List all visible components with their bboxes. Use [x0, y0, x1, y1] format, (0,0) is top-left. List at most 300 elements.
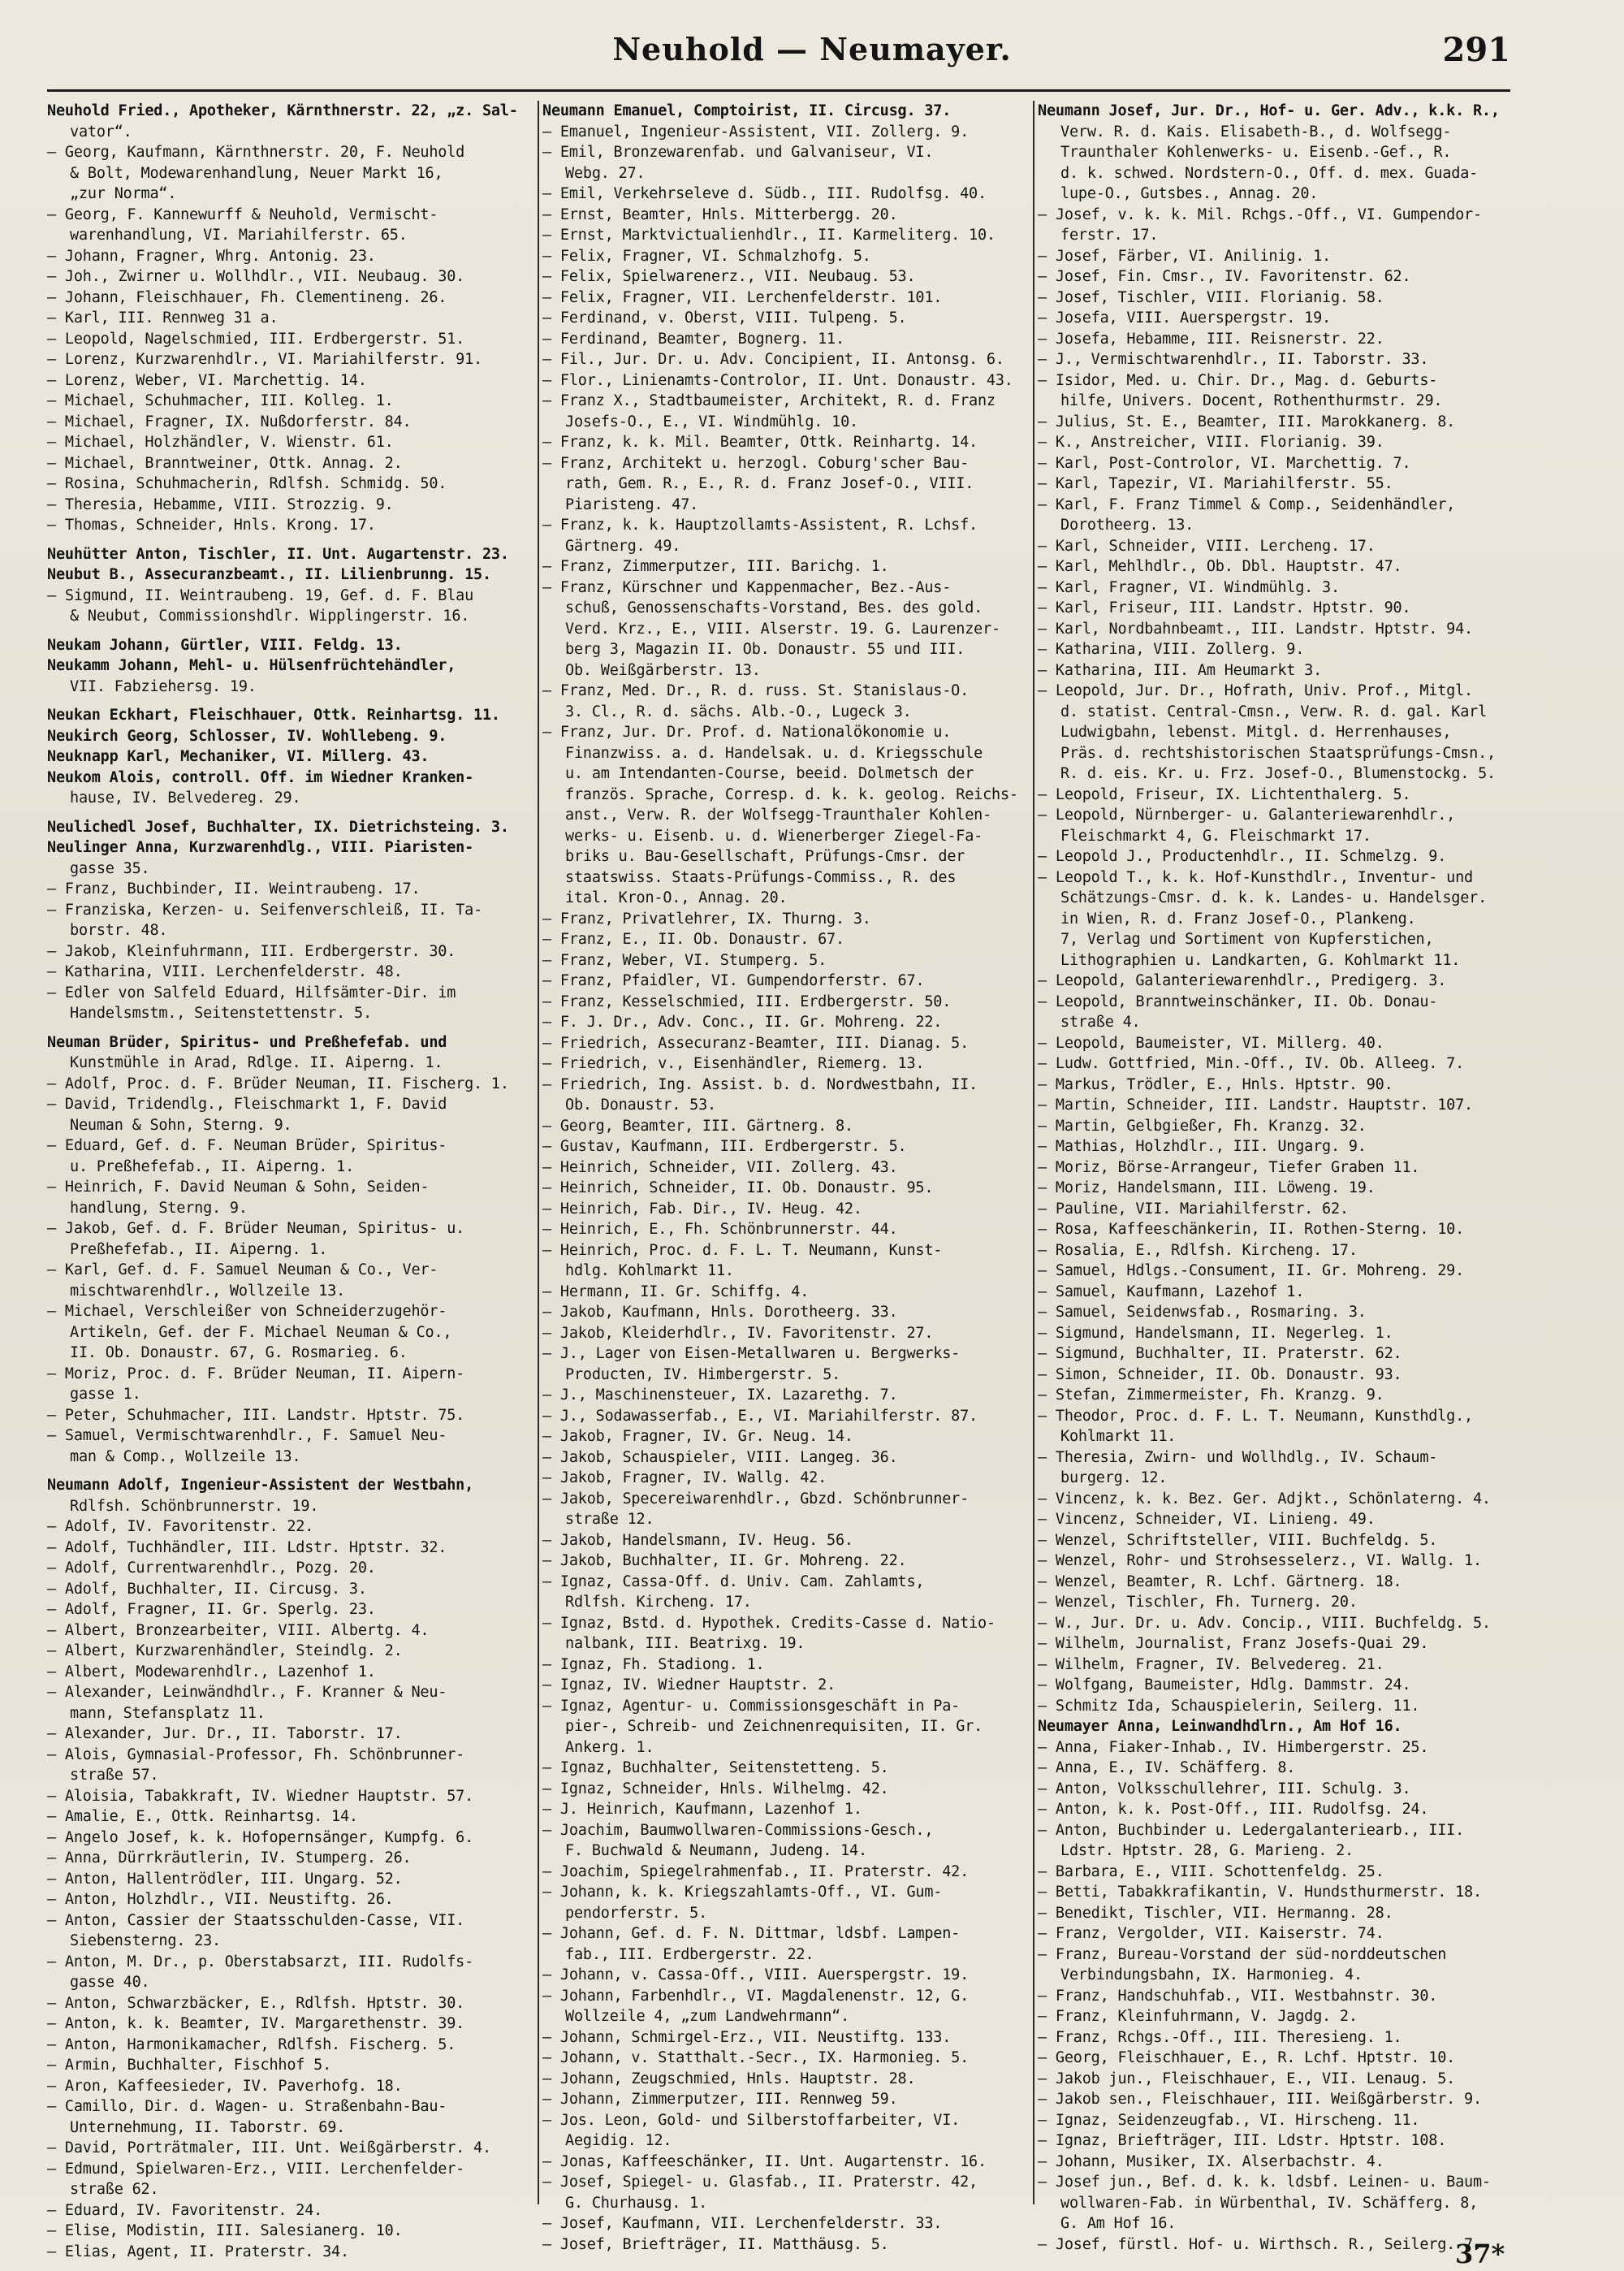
directory-entry: — Peter, Schuhmacher, III. Landstr. Hptstr. 75. — [47, 1406, 465, 1424]
directory-entry: d. statist. Central-Cmsn., Verw. R. d. gal. Karl — [1060, 703, 1488, 720]
directory-entry: — Wenzel, Rohr- und Strohsesselerz., VI. Wallg. 1. — [1038, 1552, 1482, 1569]
directory-entry: — Leopold J., Productenhdlr., II. Schmelzg. 9. — [1038, 848, 1447, 865]
directory-entry: — Wenzel, Beamter, R. Lchf. Gärtnerg. 18. — [1038, 1572, 1402, 1590]
directory-entry: — Barbara, E., VIII. Schottenfeldg. 25. — [1038, 1862, 1384, 1880]
directory-entry: — Schmitz Ida, Schauspielerin, Seilerg. 11. — [1038, 1697, 1420, 1715]
directory-entry: — F. J. Dr., Adv. Conc., II. Gr. Mohreng. 22. — [542, 1014, 943, 1031]
directory-entry: — Franz, Handschuhfab., VII. Westbahnstr. 30. — [1038, 1987, 1438, 2005]
directory-entry: — Ernst, Beamter, Hnls. Mitterbergg. 20. — [542, 205, 898, 223]
directory-entry: — Jakob, Fragner, IV. Gr. Neug. 14. — [542, 1428, 853, 1445]
directory-entry: — Franz, Jur. Dr. Prof. d. Nationalökonomie u. — [542, 724, 952, 741]
directory-entry: — Franz, E., II. Ob. Donaustr. 67. — [542, 931, 844, 948]
directory-entry: Ankerg. 1. — [565, 1738, 654, 1756]
directory-entry: — Adolf, Tuchhändler, III. Ldstr. Hptstr. 32. — [47, 1538, 447, 1556]
directory-entry: vator“. — [70, 123, 132, 141]
directory-entry: Fleischmarkt 4, G. Fleischmarkt 17. — [1060, 827, 1371, 845]
surname-heading-entry: Neukirch Georg, Schlosser, IV. Wohllebeng. 9. — [47, 727, 447, 745]
directory-entry: — Josef, Färber, VI. Anilinig. 1. — [1038, 247, 1331, 265]
directory-entry: — Franz, Weber, VI. Stumperg. 5. — [542, 951, 827, 969]
directory-entry: — Georg, Beamter, III. Gärtnerg. 8. — [542, 1117, 853, 1135]
directory-entry: — Johann, Zimmerputzer, III. Rennweg 59. — [542, 2091, 898, 2108]
directory-entry: mann, Stefansplatz 11. — [70, 1704, 266, 1722]
directory-entry: — Vincenz, k. k. Bez. Ger. Adjkt., Schönlaterng. 4. — [1038, 1490, 1491, 1508]
directory-entry: — Wenzel, Schriftsteller, VIII. Buchfeldg. 5. — [1038, 1531, 1438, 1549]
directory-entry: — Ferdinand, Beamter, Bognerg. 11. — [542, 330, 844, 348]
directory-entry: — Theodor, Proc. d. F. L. T. Neumann, Kunsthdlg., — [1038, 1407, 1473, 1425]
directory-entry: — Franz, Zimmerputzer, III. Barichg. 1. — [542, 558, 889, 575]
surname-heading-entry: Neumayer Anna, Leinwandhdlrn., Am Hof 16. — [1038, 1718, 1402, 1735]
directory-entry: — Georg, Fleischhauer, E., R. Lchf. Hptstr. 10. — [1038, 2049, 1456, 2066]
directory-entry: — Franz, Buchbinder, II. Weintraubeng. 17. — [47, 880, 421, 898]
directory-entry: — Johann, Musiker, IX. Alserbachstr. 4. — [1038, 2152, 1384, 2170]
directory-entry: anst., Verw. R. der Wolfsegg-Traunthaler Kohlen- — [565, 807, 992, 824]
directory-entry: handlung, Sterng. 9. — [70, 1199, 248, 1217]
directory-entry: — Franz, Med. Dr., R. d. russ. St. Stanislaus-O. — [542, 682, 970, 699]
surname-heading-entry: Neumann Emanuel, Comptoirist, II. Circusg. 37. — [542, 102, 952, 119]
directory-entry: — Wilhelm, Journalist, Franz Josefs-Quai 29. — [1038, 1635, 1429, 1652]
directory-entry: — Jos. Leon, Gold- und Silberstoffarbeiter, VI. — [542, 2111, 961, 2129]
directory-entry: gasse 35. — [70, 859, 150, 877]
directory-entry: — Leopold, Branntweinschänker, II. Ob. Donau- — [1038, 993, 1438, 1010]
directory-entry: — Franz, k. k. Mil. Beamter, Ottk. Reinhartg. 14. — [542, 434, 978, 451]
directory-entry: — Leopold, Nürnberger- u. Galanteriewarenhdlr., — [1038, 807, 1456, 824]
directory-entry: Verw. R. d. Kais. Elisabeth-B., d. Wolfsegg- — [1060, 123, 1452, 141]
directory-entry: d. k. schwed. Nordstern-O., Off. d. mex. Guada- — [1060, 164, 1479, 182]
directory-entry: u. Preßhefefab., II. Aiperng. 1. — [70, 1157, 355, 1175]
directory-entry: — W., Jur. Dr. u. Adv. Concip., VIII. Buchfeldg. 5. — [1038, 1614, 1491, 1632]
directory-entry: — Leopold, Baumeister, VI. Millerg. 40. — [1038, 1034, 1384, 1052]
directory-entry: Präs. d. rechtshistorischen Staatsprüfungs-Cmsn., — [1060, 744, 1496, 762]
directory-entry: — Anton, Cassier der Staatsschulden-Casse, VII. — [47, 1911, 465, 1929]
directory-entry: — Friedrich, Ing. Assist. b. d. Nordwestbahn, II. — [542, 1075, 978, 1093]
directory-entry: — Georg, F. Kannewurff & Neuhold, Vermischt- — [47, 205, 438, 223]
directory-entry: ital. Kron-O., Annag. 20. — [565, 889, 788, 906]
directory-entry: man & Comp., Wollzeile 13. — [70, 1447, 301, 1465]
directory-entry: — Hermann, II. Gr. Schiffg. 4. — [542, 1283, 810, 1300]
directory-entry: — Friedrich, Assecuranz-Beamter, III. Dianag. 5. — [542, 1034, 970, 1052]
directory-entry: — Franz, Kleinfuhrmann, V. Jagdg. 2. — [1038, 2008, 1358, 2025]
directory-entry: gasse 1. — [70, 1386, 141, 1403]
directory-entry: — Ernst, Marktvictualienhdlr., II. Karmeliterg. 10. — [542, 227, 996, 244]
directory-entry: — Ignaz, IV. Wiedner Hauptstr. 2. — [542, 1676, 836, 1694]
directory-entry: — Pauline, VII. Mariahilferstr. 62. — [1038, 1200, 1349, 1218]
directory-entry: briks u. Bau-Gesellschaft, Prüfungs-Cmsr. der — [565, 848, 965, 865]
directory-entry: — Josef, Kaufmann, VII. Lerchenfelderstr. 33. — [542, 2215, 943, 2232]
directory-entry: — Felix, Fragner, VII. Lerchenfelderstr. 101. — [542, 288, 943, 306]
directory-entry: straße 12. — [565, 1511, 654, 1528]
directory-entry: Artikeln, Gef. der F. Michael Neuman & Co., — [70, 1323, 452, 1341]
directory-entry: Kunstmühle in Arad, Rdlge. II. Aiperng. 1. — [70, 1054, 443, 1071]
directory-entry: — Eduard, Gef. d. F. Neuman Brüder, Spiritus- — [47, 1137, 447, 1154]
entry-gap — [47, 536, 534, 544]
column-divider — [1033, 101, 1034, 2204]
directory-entry: — Josef, Spiegel- u. Glasfab., II. Praterstr. 42, — [542, 2174, 978, 2191]
directory-entry: — Karl, Nordbahnbeamt., III. Landstr. Hptstr. 94. — [1038, 620, 1473, 638]
header-rule — [47, 89, 1510, 92]
directory-entry: — Franz, Architekt u. herzogl. Coburg'scher Bau- — [542, 454, 970, 472]
directory-entry: staatswiss. Staats-Prüfungs-Commiss., R. des — [565, 868, 957, 886]
directory-entry: — Jakob, Kleiderhdlr., IV. Favoritenstr. 27. — [542, 1324, 934, 1342]
surname-heading-entry: Neulichedl Josef, Buchhalter, IX. Dietrichsteing. 3. — [47, 818, 509, 836]
directory-entry: — Moriz, Börse-Arrangeur, Tiefer Graben 11. — [1038, 1158, 1420, 1176]
directory-entry: — Jonas, Kaffeeschänker, II. Unt. Augartenstr. 16. — [542, 2152, 987, 2170]
directory-entry: — Leopold T., k. k. Hof-Kunsthdlr., Inventur- und — [1038, 868, 1473, 886]
directory-entry: VII. Fabziehersg. 19. — [70, 677, 257, 695]
directory-entry: — Jakob, Handelsmann, IV. Heug. 56. — [542, 1531, 853, 1549]
entry-gap — [47, 1467, 534, 1475]
directory-entry: — Johann, Zeugschmied, Hnls. Hauptstr. 28. — [542, 2070, 916, 2087]
column-middle — [542, 101, 1030, 2253]
directory-entry: — Theresia, Zwirn- und Wollhdlg., IV. Schaum- — [1038, 1448, 1438, 1466]
surname-heading-entry: Neuman Brüder, Spiritus- und Preßhefefab. und — [47, 1033, 447, 1051]
directory-entry: — Mathias, Holzhdlr., III. Ungarg. 9. — [1038, 1138, 1367, 1155]
directory-entry: Ludwigbahn, lebenst. Mitgl. d. Herrenhauses, — [1060, 724, 1452, 741]
directory-entry: — Adolf, Currentwarenhdlr., Pozg. 20. — [47, 1559, 376, 1577]
directory-entry: hilfe, Univers. Docent, Rothenthurmstr. 29. — [1060, 392, 1443, 409]
directory-entry: — Emil, Bronzewarenfab. und Galvaniseur, VI. — [542, 144, 934, 161]
directory-entry: — Samuel, Hdlgs.-Consument, II. Gr. Mohreng. 29. — [1038, 1262, 1465, 1279]
directory-entry: — Anton, Volksschullehrer, III. Schulg. 3. — [1038, 1780, 1411, 1797]
directory-entry: — Franz, Kesselschmied, III. Erdbergerstr. 50. — [542, 993, 952, 1010]
directory-entry: — Johann, Schmirgel-Erz., VII. Neustiftg. 133. — [542, 2028, 952, 2046]
directory-entry: französ. Sprache, Corresp. d. k. k. geolog. Reichs- — [565, 785, 1018, 803]
directory-entry: — Josef jun., Bef. d. k. k. ldsbf. Leinen- u. Baum- — [1038, 2174, 1491, 2191]
directory-entry: — J., Sodawasserfab., E., VI. Mariahilferstr. 87. — [542, 1407, 978, 1425]
directory-entry: — Heinrich, Schneider, II. Ob. Donaustr. 95. — [542, 1179, 934, 1196]
directory-entry: — Michael, Branntweiner, Ottk. Annag. 2. — [47, 454, 403, 472]
entry-gap — [47, 1024, 534, 1032]
page-header — [0, 31, 1624, 80]
directory-entry: — Anna, Fiaker-Inhab., IV. Himbergerstr. 25. — [1038, 1738, 1429, 1756]
directory-entry: — Franz X., Stadtbaumeister, Architekt, R. d. Franz — [542, 392, 996, 409]
directory-entry: — Aron, Kaffeesieder, IV. Paverhofg. 18. — [47, 2077, 403, 2095]
running-title: Neuhold — Neumayer. — [612, 31, 1012, 67]
directory-entry: — Lorenz, Weber, VI. Marchettig. 14. — [47, 371, 367, 389]
directory-entry: — Aloisia, Tabakkraft, IV. Wiedner Hauptstr. 57. — [47, 1787, 474, 1805]
directory-entry: — Anna, E., IV. Schäfferg. 8. — [1038, 1759, 1296, 1776]
directory-entry: — Felix, Spielwarenerz., VII. Neubaug. 53. — [542, 268, 916, 285]
directory-entry: — Leopold, Jur. Dr., Hofrath, Univ. Prof., Mitgl. — [1038, 682, 1473, 699]
directory-entry: — Josefa, VIII. Auerspergstr. 19. — [1038, 309, 1331, 327]
directory-entry: — Wenzel, Tischler, Fh. Turnerg. 20. — [1038, 1594, 1358, 1611]
directory-entry: — Theresia, Hebamme, VIII. Strozzig. 9. — [47, 495, 394, 513]
directory-entry: — Franz, Bureau-Vorstand der süd-norddeutschen — [1038, 1945, 1447, 1963]
directory-entry: — Franz, k. k. Hauptzollamts-Assistent, R. Lchsf. — [542, 517, 978, 534]
directory-entry: F. Buchwald & Neumann, Judeng. 14. — [565, 1842, 867, 1859]
directory-entry: II. Ob. Donaustr. 67, G. Rosmarieg. 6. — [70, 1344, 408, 1361]
directory-entry: Verd. Krz., E., VIII. Alserstr. 19. G. Laurenzer- — [565, 620, 1000, 638]
directory-entry: R. d. eis. Kr. u. Frz. Josef-O., Blumenstockg. 5. — [1060, 765, 1496, 782]
directory-entry: — Franziska, Kerzen- u. Seifenverschleiß, II. Ta- — [47, 901, 482, 919]
directory-entry: — Michael, Schuhmacher, III. Kolleg. 1. — [47, 392, 394, 409]
directory-entry: — Leopold, Galanteriewarenhdlr., Predigerg. 3. — [1038, 972, 1447, 989]
directory-entry: — Katharina, VIII. Lerchenfelderstr. 48. — [47, 963, 403, 980]
directory-entry: Schätzungs-Cmsr. d. k. k. Landes- u. Handelsger. — [1060, 889, 1488, 906]
directory-entry: — Heinrich, E., Fh. Schönbrunnerstr. 44. — [542, 1221, 898, 1238]
directory-entry: — Angelo Josef, k. k. Hofopernsänger, Kumpfg. 6. — [47, 1828, 474, 1846]
directory-entry: Siebensterng. 23. — [70, 1932, 221, 1949]
directory-entry: — David, Porträtmaler, III. Unt. Weißgärberstr. 4. — [47, 2139, 491, 2156]
directory-entry: straße 57. — [70, 1767, 159, 1784]
directory-entry: — Ignaz, Bstd. d. Hypothek. Credits-Casse d. Natio- — [542, 1614, 996, 1632]
directory-entry: — Karl, III. Rennweg 31 a. — [47, 309, 279, 327]
directory-entry: — Albert, Bronzearbeiter, VIII. Albertg. 4. — [47, 1621, 430, 1639]
directory-entry: — Karl, Schneider, VIII. Lercheng. 17. — [1038, 537, 1376, 555]
directory-entry: lupe-O., Gutsbes., Annag. 20. — [1060, 185, 1319, 202]
directory-entry: u. am Intendanten-Course, beeid. Dolmetsch der — [565, 765, 974, 782]
directory-entry: — Franz, Rchgs.-Off., III. Theresieng. 1. — [1038, 2028, 1402, 2046]
directory-entry: straße 4. — [1060, 1014, 1141, 1031]
directory-entry: — Benedikt, Tischler, VII. Hermanng. 28. — [1038, 1904, 1393, 1922]
directory-entry: — Joachim, Spiegelrahmenfab., II. Praterstr. 42. — [542, 1862, 970, 1880]
directory-entry: — Ferdinand, v. Oberst, VIII. Tulpeng. 5. — [542, 309, 907, 327]
directory-entry: — Heinrich, Proc. d. F. L. T. Neumann, Kunst- — [542, 1241, 943, 1259]
directory-entry: — Georg, Kaufmann, Kärnthnerstr. 20, F. Neuhold — [47, 144, 465, 161]
directory-entry: — Flor., Linienamts-Controlor, II. Unt. Donaustr. 43. — [542, 371, 1013, 389]
directory-entry: Wollzeile 4, „zum Landwehrmann“. — [565, 2008, 850, 2025]
directory-entry: — Josefa, Hebamme, III. Reisnerstr. 22. — [1038, 330, 1384, 348]
directory-entry: — Karl, Gef. d. F. Samuel Neuman & Co., Ver- — [47, 1261, 438, 1278]
directory-entry: pier-, Schreib- und Zeichnenrequisiten, II. Gr. — [565, 1718, 983, 1735]
directory-entry: — Jakob, Kleinfuhrmann, III. Erdbergerstr. 30. — [47, 942, 456, 960]
directory-entry: — Martin, Gelbgießer, Fh. Kranzg. 32. — [1038, 1117, 1367, 1135]
surname-heading-entry: Neumann Josef, Jur. Dr., Hof- u. Ger. Adv., k.k. R., — [1038, 102, 1500, 119]
directory-entry: — Johann, k. k. Kriegszahlamts-Off., VI. Gum- — [542, 1884, 943, 1901]
column-divider — [538, 101, 539, 2204]
directory-entry: — Samuel, Seidenwsfab., Rosmaring. 3. — [1038, 1304, 1367, 1321]
directory-entry: Finanzwiss. a. d. Handelsak. u. d. Kriegsschule — [565, 744, 983, 762]
directory-entry: — Fil., Jur. Dr. u. Adv. Concipient, II. Antonsg. 6. — [542, 351, 1004, 368]
directory-entry: Neuman & Sohn, Sterng. 9. — [70, 1116, 292, 1134]
directory-entry: borstr. 48. — [70, 922, 168, 939]
directory-entry: — J. Heinrich, Kaufmann, Lazenhof 1. — [542, 1801, 862, 1818]
surname-heading-entry: Neuhold Fried., Apotheker, Kärnthnerstr. 22, „z. Sal- — [47, 102, 518, 119]
directory-entry: — Wolfgang, Baumeister, Hdlg. Dammstr. 24. — [1038, 1676, 1411, 1694]
directory-entry: — Lorenz, Kurzwarenhdlr., VI. Mariahilferstr. 91. — [47, 351, 482, 368]
directory-entry: — Jakob, Kaufmann, Hnls. Dorotheerg. 33. — [542, 1304, 898, 1321]
directory-entry: Webg. 27. — [565, 164, 646, 182]
directory-entry: Piaristeng. 47. — [565, 495, 699, 513]
directory-entry: — Edler von Salfeld Eduard, Hilfsämter-Dir. im — [47, 984, 456, 1001]
directory-entry: Gärtnerg. 49. — [565, 537, 681, 555]
directory-entry: Aegidig. 12. — [565, 2132, 672, 2149]
directory-entry: — Jakob, Specereiwarenhdlr., Gbzd. Schönbrunner- — [542, 1490, 970, 1508]
directory-entry: — Thomas, Schneider, Hnls. Krong. 17. — [47, 517, 376, 534]
directory-entry: — Jakob, Buchhalter, II. Gr. Mohreng. 22. — [542, 1552, 907, 1569]
directory-entry: — Michael, Fragner, IX. Nußdorferstr. 84. — [47, 413, 412, 430]
directory-entry: — Joh., Zwirner u. Wollhdlr., VII. Neubaug. 30. — [47, 268, 465, 285]
directory-entry: — Karl, Post-Controlor, VI. Marchettig. 7. — [1038, 454, 1411, 472]
directory-entry: — Julius, St. E., Beamter, III. Marokkanerg. 8. — [1038, 413, 1456, 430]
directory-entry: Producten, IV. Himbergerstr. 5. — [565, 1365, 841, 1383]
directory-entry: — Ignaz, Buchhalter, Seitenstetteng. 5. — [542, 1759, 889, 1776]
directory-entry: — Jakob sen., Fleischhauer, III. Weißgärberstr. 9. — [1038, 2091, 1482, 2108]
directory-entry: — J., Lager von Eisen-Metallwaren u. Bergwerks- — [542, 1345, 961, 1362]
directory-entry: — Moriz, Proc. d. F. Brüder Neuman, II. Aipern- — [47, 1365, 465, 1382]
entry-gap — [47, 697, 534, 705]
directory-entry: — Gustav, Kaufmann, III. Erdbergerstr. 5. — [542, 1138, 907, 1155]
directory-entry: — Isidor, Med. u. Chir. Dr., Mag. d. Geburts- — [1038, 371, 1438, 389]
directory-entry: — Vincenz, Schneider, VI. Linieng. 49. — [1038, 1511, 1376, 1528]
directory-entry: — Jakob, Fragner, IV. Wallg. 42. — [542, 1469, 827, 1486]
directory-entry: G. Churhausg. 1. — [565, 2194, 708, 2212]
directory-entry: Traunthaler Kohlenwerks- u. Eisenb.-Gef., R. — [1060, 144, 1452, 161]
surname-heading-entry: Neubut B., Assecuranzbeamt., II. Lilienbrunng. 15. — [47, 566, 491, 583]
directory-entry: — Anton, M. Dr., p. Oberstabsarzt, III. Rudolfs- — [47, 1953, 474, 1970]
directory-entry: — Alexander, Leinwändhdlr., F. Kranner & Neu- — [47, 1684, 447, 1701]
directory-entry: — Heinrich, F. David Neuman & Sohn, Seiden- — [47, 1179, 430, 1196]
directory-entry: nalbank, III. Beatrixg. 19. — [565, 1635, 806, 1652]
directory-entry: — Johann, v. Statthalt.-Secr., IX. Harmonieg. 5. — [542, 2049, 970, 2066]
directory-entry: 7, Verlag und Sortiment von Kupferstichen, — [1060, 931, 1434, 948]
surname-heading-entry: Neukom Alois, controll. Off. im Wiedner Kranken- — [47, 768, 474, 786]
directory-entry: in Wien, R. d. Franz Josef-O., Plankeng. — [1060, 910, 1416, 928]
directory-entry: — Edmund, Spielwaren-Erz., VIII. Lerchenfelder- — [47, 2160, 465, 2178]
directory-entry: — Katharina, III. Am Heumarkt 3. — [1038, 661, 1323, 679]
directory-entry: ferstr. 17. — [1060, 227, 1159, 244]
directory-entry: — Karl, F. Franz Timmel & Comp., Seidenhändler, — [1038, 495, 1456, 513]
directory-entry: — Martin, Schneider, III. Landstr. Hauptstr. 107. — [1038, 1097, 1473, 1114]
directory-entry: Handelsmstm., Seitenstettenstr. 5. — [70, 1005, 372, 1022]
directory-entry: — Josef, Tischler, VIII. Florianig. 58. — [1038, 288, 1384, 306]
directory-entry: rath, Gem. R., E., R. d. Franz Josef-O., VIII. — [565, 475, 974, 492]
directory-entry: — Joachim, Baumwollwaren-Commissions-Gesch., — [542, 1821, 934, 1839]
directory-entry: — Johann, Farbenhdlr., VI. Magdalenenstr. 12, G. — [542, 1987, 970, 2005]
directory-entry: — Eduard, IV. Favoritenstr. 24. — [47, 2201, 323, 2219]
directory-entry: — Armin, Buchhalter, Fischhof 5. — [47, 2057, 332, 2074]
directory-entry: — David, Tridendlg., Fleischmarkt 1, F. David — [47, 1096, 447, 1113]
directory-entry: — Anton, k. k. Post-Off., III. Rudolfsg. 24. — [1038, 1801, 1429, 1818]
directory-entry: & Neubut, Commissionshdlr. Wipplingerstr. 16. — [70, 608, 470, 625]
directory-entry: schuß, Genossenschafts-Vorstand, Bes. des gold. — [565, 599, 983, 616]
directory-entry: Ob. Donaustr. 53. — [565, 1097, 716, 1114]
directory-entry: Lithographien u. Landkarten, G. Kohlmarkt 11. — [1060, 951, 1461, 969]
directory-entry: — Wilhelm, Fragner, IV. Belvedereg. 21. — [1038, 1655, 1384, 1673]
directory-entry: — Anton, Harmonikamacher, Rdlfsh. Fischerg. 5. — [47, 2035, 456, 2053]
directory-entry: — Emanuel, Ingenieur-Assistent, VII. Zollerg. 9. — [542, 123, 970, 141]
directory-entry: — Anton, Hallentrödler, III. Ungarg. 52. — [47, 1870, 403, 1888]
directory-entry: — Heinrich, Schneider, VII. Zollerg. 43. — [542, 1158, 898, 1176]
directory-entry: werks- u. Eisenb. u. d. Wienerberger Ziegel-Fa- — [565, 827, 983, 845]
directory-entry: — Ignaz, Cassa-Off. d. Univ. Cam. Zahlamts, — [542, 1572, 925, 1590]
directory-entry: — Rosa, Kaffeeschänkerin, II. Rothen-Sterng. 10. — [1038, 1221, 1465, 1238]
directory-entry: — Moriz, Handelsmann, III. Löweng. 19. — [1038, 1179, 1376, 1196]
directory-entry: — Franz, Pfaidler, VI. Gumpendorferstr. 67. — [542, 972, 925, 989]
directory-entry: — Elise, Modistin, III. Salesianerg. 10. — [47, 2222, 403, 2239]
directory-entry: fab., III. Erdbergerstr. 22. — [565, 1945, 814, 1963]
directory-entry: — K., Anstreicher, VIII. Florianig. 39. — [1038, 434, 1384, 451]
directory-entry: — Simon, Schneider, II. Ob. Donaustr. 93. — [1038, 1365, 1402, 1383]
entry-gap — [47, 627, 534, 635]
directory-entry: Rdlfsh. Kircheng. 17. — [565, 1594, 752, 1611]
directory-entry: straße 62. — [70, 2181, 159, 2198]
directory-entry: — Ignaz, Seidenzeugfab., VI. Hirscheng. 11. — [1038, 2111, 1420, 2129]
directory-entry: — Anton, k. k. Beamter, IV. Margarethenstr. 39. — [47, 2015, 465, 2032]
directory-entry: — Anton, Buchbinder u. Ledergalanteriearb., III. — [1038, 1821, 1465, 1839]
directory-entry: — Elias, Agent, II. Praterstr. 34. — [47, 2243, 349, 2260]
directory-entry: Unternehmung, II. Taborstr. 69. — [70, 2118, 346, 2136]
directory-entry: — Sigmund, Handelsmann, II. Negerleg. 1. — [1038, 1324, 1393, 1342]
directory-entry: — Josef, fürstl. Hof- u. Wirthsch. R., Seilerg. 7. — [1038, 2235, 1482, 2253]
directory-entry: — Josef, Briefträger, II. Matthäusg. 5. — [542, 2235, 889, 2253]
directory-entry: 3. Cl., R. d. sächs. Alb.-O., Lugeck 3. — [565, 703, 912, 720]
directory-entry: — Alexander, Jur. Dr., II. Taborstr. 17. — [47, 1725, 403, 1742]
directory-entry: G. Am Hof 16. — [1060, 2215, 1177, 2232]
directory-entry: — Johann, Fleischhauer, Fh. Clementineng. 26. — [47, 288, 447, 306]
surname-heading-entry: Neukamm Johann, Mehl- u. Hülsenfrüchtehändler, — [47, 657, 456, 674]
directory-entry: Verbindungsbahn, IX. Harmonieg. 4. — [1060, 1966, 1363, 1983]
directory-entry: — Albert, Modewarenhdlr., Lazenhof 1. — [47, 1663, 376, 1681]
directory-entry: — Jakob jun., Fleischhauer, E., VII. Lenaug. 5. — [1038, 2070, 1456, 2087]
directory-entry: — Leopold, Nagelschmied, III. Erdbergerstr. 51. — [47, 330, 465, 348]
directory-entry: — Emil, Verkehrseleve d. Südb., III. Rudolfsg. 40. — [542, 185, 987, 202]
directory-entry: pendorferstr. 5. — [565, 1904, 708, 1922]
directory-entry: — Katharina, VIII. Zollerg. 9. — [1038, 641, 1305, 658]
directory-entry: — Leopold, Friseur, IX. Lichtenthalerg. 5. — [1038, 785, 1411, 803]
surname-heading-entry: Neulinger Anna, Kurzwarenhdlg., VIII. Piaristen- — [47, 839, 474, 856]
directory-entry: — Rosina, Schuhmacherin, Rdlfsh. Schmidg. 50. — [47, 475, 447, 492]
directory-entry: — Johann, v. Cassa-Off., VIII. Auerspergstr. 19. — [542, 1966, 970, 1983]
directory-entry: — Camillo, Dir. d. Wagen- u. Straßenbahn-Bau- — [47, 2098, 447, 2115]
directory-entry: & Bolt, Modewarenhandlung, Neuer Markt 16, — [70, 164, 443, 182]
directory-entry: — Anna, Dürrkräutlerin, IV. Stumperg. 26. — [47, 1849, 412, 1867]
surname-heading-entry: Neukan Eckhart, Fleischhauer, Ottk. Reinhartsg. 11. — [47, 707, 500, 724]
directory-entry: — Sigmund, Buchhalter, II. Praterstr. 62. — [1038, 1345, 1402, 1362]
surname-heading-entry: Neumann Adolf, Ingenieur-Assistent der Westbahn, — [47, 1477, 474, 1494]
printer-signature: 37* — [1455, 2239, 1505, 2269]
page-number: 291 — [1442, 31, 1510, 69]
directory-entry: — Johann, Fragner, Whrg. Antonig. 23. — [47, 247, 376, 265]
directory-entry: — Rosalia, E., Rdlfsh. Kircheng. 17. — [1038, 1241, 1358, 1259]
directory-entry: — Franz, Privatlehrer, IX. Thurng. 3. — [542, 910, 871, 928]
directory-entry: — Markus, Trödler, E., Hnls. Hptstr. 90. — [1038, 1075, 1393, 1093]
directory-entry: — Anton, Schwarzbäcker, E., Rdlfsh. Hptstr. 30. — [47, 1994, 465, 2012]
directory-entry: — Betti, Tabakkrafikantin, V. Hundsthurmerstr. 18. — [1038, 1884, 1482, 1901]
directory-entry: berg 3, Magazin II. Ob. Donaustr. 55 und III. — [565, 641, 965, 658]
directory-entry: — J., Maschinensteuer, IX. Lazarethg. 7. — [542, 1386, 898, 1404]
directory-entry: — Karl, Tapezir, VI. Mariahilferstr. 55. — [1038, 475, 1393, 492]
directory-entry: hdlg. Kohlmarkt 11. — [565, 1262, 734, 1279]
directory-entry: — Johann, Gef. d. F. N. Dittmar, ldsbf. Lampen- — [542, 1925, 961, 1942]
directory-entry: — Jakob, Schauspieler, VIII. Langeg. 36. — [542, 1448, 898, 1466]
surname-heading-entry: Neukam Johann, Gürtler, VIII. Feldg. 13. — [47, 636, 403, 654]
directory-entry: warenhandlung, VI. Mariahilferstr. 65. — [70, 227, 408, 244]
directory-entry: Kohlmarkt 11. — [1060, 1428, 1177, 1445]
directory-entry: — Karl, Friseur, III. Landstr. Hptstr. 90. — [1038, 599, 1411, 616]
directory-entry: — Adolf, Proc. d. F. Brüder Neuman, II. Fischerg. 1. — [47, 1075, 509, 1092]
column-left — [47, 101, 534, 2260]
directory-entry: — Samuel, Vermischtwarenhdlr., F. Samuel Neu- — [47, 1427, 447, 1444]
directory-entry: — Josef, Fin. Cmsr., IV. Favoritenstr. 62. — [1038, 268, 1411, 285]
surname-heading-entry: Neuknapp Karl, Mechaniker, VI. Millerg. 43. — [47, 748, 430, 765]
directory-entry: — Ignaz, Fh. Stadiong. 1. — [542, 1655, 765, 1673]
directory-entry: — Felix, Fragner, VI. Schmalzhofg. 5. — [542, 247, 871, 265]
entry-gap — [47, 809, 534, 817]
directory-entry: Josefs-O., E., VI. Windmühlg. 10. — [565, 413, 858, 430]
directory-entry: — Michael, Holzhändler, V. Wienstr. 61. — [47, 434, 394, 451]
directory-entry: wollwaren-Fab. in Würbenthal, IV. Schäfferg. 8, — [1060, 2194, 1479, 2212]
directory-entry: — Albert, Kurzwarenhändler, Steindlg. 2. — [47, 1642, 403, 1659]
directory-entry: — Franz, Vergolder, VII. Kaiserstr. 74. — [1038, 1925, 1384, 1942]
directory-entry: — Stefan, Zimmermeister, Fh. Kranzg. 9. — [1038, 1386, 1384, 1404]
directory-entry: — Karl, Mehlhdlr., Ob. Dbl. Hauptstr. 47. — [1038, 558, 1402, 575]
directory-entry: burgerg. 12. — [1060, 1469, 1168, 1486]
directory-entry: — J., Vermischtwarenhdlr., II. Taborstr. 33. — [1038, 351, 1429, 368]
directory-entry: — Sigmund, II. Weintraubeng. 19, Gef. d. F. Blau — [47, 586, 474, 604]
directory-entry: Rdlfsh. Schönbrunnerstr. 19. — [70, 1497, 319, 1515]
directory-entry: — Ignaz, Agentur- u. Commissionsgeschäft in Pa- — [542, 1697, 961, 1715]
directory-entry: — Friedrich, v., Eisenhändler, Riemerg. 13. — [542, 1055, 925, 1072]
